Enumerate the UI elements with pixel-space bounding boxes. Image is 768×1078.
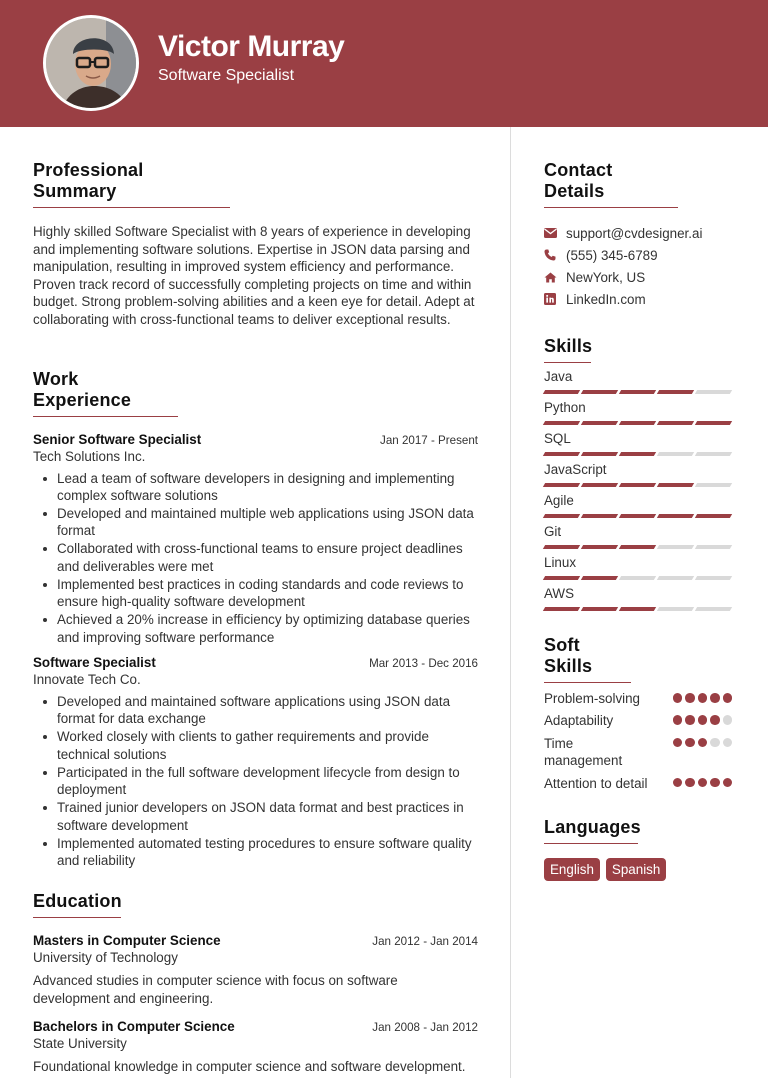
rating-dot: [698, 778, 708, 788]
list-item: Developed and maintained multiple web applications using JSON data format: [33, 505, 478, 540]
rating-dot: [723, 715, 733, 725]
contact-linkedin-text: LinkedIn.com: [566, 291, 646, 307]
skill-level-segment: [695, 545, 732, 549]
skill-level-segment: [657, 421, 694, 425]
skill-name: Java: [544, 369, 573, 384]
soft-skill-item: [544, 690, 736, 707]
education-description: Foundational knowledge in computer science and software development.: [33, 1058, 466, 1074]
skill-item: [544, 369, 736, 394]
job-date: Jan 2017 - Present: [380, 433, 478, 447]
skill-level-segment: [581, 452, 618, 456]
list-item: Lead a team of software developers in designing and implementing complex software solutions: [33, 470, 478, 505]
list-item: Implemented best practices in coding standards and code reviews to ensure high-quality software development: [33, 576, 478, 611]
education-section: [33, 891, 478, 1075]
skill-name: JavaScript: [544, 462, 607, 477]
summary-section: [33, 160, 478, 329]
education-date: Jan 2012 - Jan 2014: [372, 935, 478, 949]
sidebar-column: [544, 160, 736, 881]
contact-location: [544, 266, 736, 288]
languages-section: [544, 817, 736, 881]
skill-level-segment: [657, 390, 694, 394]
skill-level-bar: [544, 452, 736, 456]
soft-skill-name: Attention to detail: [544, 775, 648, 791]
skill-level-segment: [543, 390, 580, 394]
skill-name: Python: [544, 400, 586, 415]
rating-dot: [685, 693, 695, 703]
job-role: Senior Software Specialist: [33, 431, 202, 447]
skill-level-bar: [544, 545, 736, 549]
education-entry: [33, 1019, 478, 1076]
rating-dot: [710, 715, 720, 725]
candidate-title: Software Specialist: [158, 67, 295, 84]
rating-dot: [685, 715, 695, 725]
skill-level-bar: [544, 421, 736, 425]
rating-dot: [723, 693, 733, 703]
job-entry: [33, 655, 478, 869]
skill-level-segment: [619, 452, 656, 456]
language-badge: Spanish: [606, 858, 666, 881]
skill-level-segment: [619, 607, 656, 611]
job-bullets: [33, 693, 478, 869]
avatar-portrait-icon: [46, 18, 139, 111]
skill-level-segment: [543, 483, 580, 487]
rating-dot: [673, 738, 683, 748]
rating-dot: [698, 693, 708, 703]
contact-phone-text: (555) 345-6789: [566, 247, 658, 263]
skill-item: [544, 555, 736, 580]
skill-level-segment: [619, 483, 656, 487]
soft-skill-rating: [673, 778, 733, 788]
education-heading: Education: [33, 891, 121, 918]
skill-name: Git: [544, 524, 562, 539]
soft-skill-name: Problem-solving: [544, 691, 641, 706]
skill-level-bar: [544, 576, 736, 580]
language-badge: English: [544, 858, 600, 881]
rating-dot: [723, 738, 733, 748]
skill-level-segment: [657, 452, 694, 456]
skill-level-segment: [657, 514, 694, 518]
list-item: Achieved a 20% increase in efficiency by optimizing database queries and improving software performance: [33, 611, 478, 646]
skill-item: [544, 493, 736, 518]
skill-level-segment: [581, 576, 618, 580]
skill-level-segment: [695, 421, 732, 425]
skill-level-segment: [619, 390, 656, 394]
skills-heading: Skills: [544, 336, 591, 363]
skill-level-segment: [581, 545, 618, 549]
list-item: Trained junior developers on JSON data format and best practices in software development: [33, 799, 478, 834]
skill-level-segment: [657, 483, 694, 487]
soft-skills-section: [544, 635, 736, 792]
job-role: Software Specialist: [33, 655, 156, 670]
list-item: Implemented automated testing procedures to ensure software quality and reliability: [33, 835, 478, 870]
envelope-icon: [544, 228, 566, 238]
skill-item: [544, 524, 736, 549]
job-entry: [33, 432, 478, 646]
rating-dot: [685, 778, 695, 788]
rating-dot: [685, 738, 695, 748]
list-item: Participated in the full software development lifecycle from design to deployment: [33, 764, 478, 799]
skill-name: AWS: [544, 586, 575, 601]
skill-level-bar: [544, 390, 736, 394]
list-item: Developed and maintained software applications using JSON data format for data exchange: [33, 693, 478, 728]
skill-level-segment: [657, 607, 694, 611]
skill-level-segment: [695, 390, 732, 394]
skill-item: [544, 462, 736, 487]
contact-phone[interactable]: [544, 244, 736, 266]
soft-skill-rating: [673, 715, 733, 725]
list-item: Collaborated with cross-functional teams to ensure project deadlines and deliverables were met: [33, 540, 478, 575]
list-item: Worked closely with clients to gather requirements and provide technical solutions: [33, 728, 478, 763]
skill-item: [544, 586, 736, 611]
skill-level-segment: [695, 452, 732, 456]
languages-list: [544, 858, 736, 881]
soft-skill-item: [544, 735, 736, 770]
job-company: Tech Solutions Inc.: [33, 448, 146, 464]
skill-level-segment: [695, 607, 732, 611]
job-company: Innovate Tech Co.: [33, 672, 141, 687]
home-icon: [544, 272, 566, 283]
skill-level-segment: [581, 607, 618, 611]
contact-heading: Contact Details: [544, 160, 678, 208]
skill-level-segment: [543, 607, 580, 611]
column-divider: [510, 127, 511, 1078]
work-heading: Work Experience: [33, 369, 178, 417]
skill-level-segment: [543, 421, 580, 425]
phone-icon: [544, 249, 566, 261]
skill-level-segment: [695, 483, 732, 487]
skill-level-bar: [544, 607, 736, 611]
contact-email[interactable]: [544, 222, 736, 244]
skill-level-segment: [543, 514, 580, 518]
skill-level-segment: [581, 483, 618, 487]
rating-dot: [710, 738, 720, 748]
contact-email-text: support@cvdesigner.ai: [566, 225, 703, 241]
skill-level-segment: [657, 576, 694, 580]
skill-name: Agile: [544, 493, 574, 508]
skill-level-segment: [695, 576, 732, 580]
skill-level-bar: [544, 514, 736, 518]
contact-linkedin[interactable]: [544, 288, 736, 310]
rating-dot: [698, 715, 708, 725]
rating-dot: [723, 778, 733, 788]
rating-dot: [673, 693, 683, 703]
rating-dot: [673, 715, 683, 725]
school-name: State University: [33, 1035, 127, 1051]
profile-photo: [43, 15, 139, 111]
school-name: University of Technology: [33, 950, 178, 966]
skill-name: Linux: [544, 555, 577, 570]
skill-level-segment: [619, 421, 656, 425]
education-date: Jan 2008 - Jan 2012: [372, 1020, 478, 1034]
contact-section: [544, 160, 736, 310]
summary-heading: Professional Summary: [33, 160, 230, 208]
skill-level-segment: [581, 421, 618, 425]
soft-skill-name: Time management: [544, 735, 623, 769]
languages-heading: Languages: [544, 817, 638, 844]
skills-section: [544, 336, 736, 611]
skill-level-segment: [581, 390, 618, 394]
candidate-name: Victor Murray: [158, 30, 345, 63]
soft-skills-heading: Soft Skills: [544, 635, 631, 683]
skill-level-segment: [543, 576, 580, 580]
rating-dot: [698, 738, 708, 748]
skill-level-segment: [695, 514, 732, 518]
soft-skill-rating: [673, 738, 733, 748]
rating-dot: [710, 693, 720, 703]
education-description: Advanced studies in computer science with focus on software development and engineering.: [33, 973, 398, 1007]
skill-item: [544, 400, 736, 425]
work-section: [33, 369, 478, 870]
education-entry: [33, 933, 478, 1007]
skill-level-segment: [619, 514, 656, 518]
soft-skill-rating: [673, 693, 733, 703]
summary-text: Highly skilled Software Specialist with 8 years of experience in developing and implementing software solutions. Expertise in JSON data parsing and manipulation, resulting in improved system efficiency and performance. Proven track record of successfully completing projects on time and within budget. Strong problem-solving abilities and a keen eye for detail. Adept at collaborating with cross-functional teams to deliver exceptional results.: [33, 224, 475, 327]
skill-level-segment: [619, 545, 656, 549]
skill-level-segment: [581, 514, 618, 518]
resume-header: [0, 0, 768, 127]
skills-list: [544, 369, 736, 611]
skill-level-bar: [544, 483, 736, 487]
skill-level-segment: [543, 545, 580, 549]
skill-item: [544, 431, 736, 456]
degree-title: Bachelors in Computer Science: [33, 1018, 235, 1034]
soft-skill-item: [544, 712, 736, 729]
linkedin-icon: [544, 293, 566, 305]
rating-dot: [710, 778, 720, 788]
soft-skills-list: [544, 690, 736, 792]
skill-level-segment: [657, 545, 694, 549]
job-bullets: [33, 470, 478, 646]
soft-skill-name: Adaptability: [544, 713, 614, 729]
soft-skill-item: [544, 775, 736, 792]
rating-dot: [673, 778, 683, 788]
skill-level-segment: [543, 452, 580, 456]
degree-title: Masters in Computer Science: [33, 933, 221, 949]
main-column: [33, 160, 478, 1075]
job-date: Mar 2013 - Dec 2016: [369, 657, 478, 670]
skill-level-segment: [619, 576, 656, 580]
skill-name: SQL: [544, 431, 571, 446]
contact-location-text: NewYork, US: [566, 269, 646, 285]
